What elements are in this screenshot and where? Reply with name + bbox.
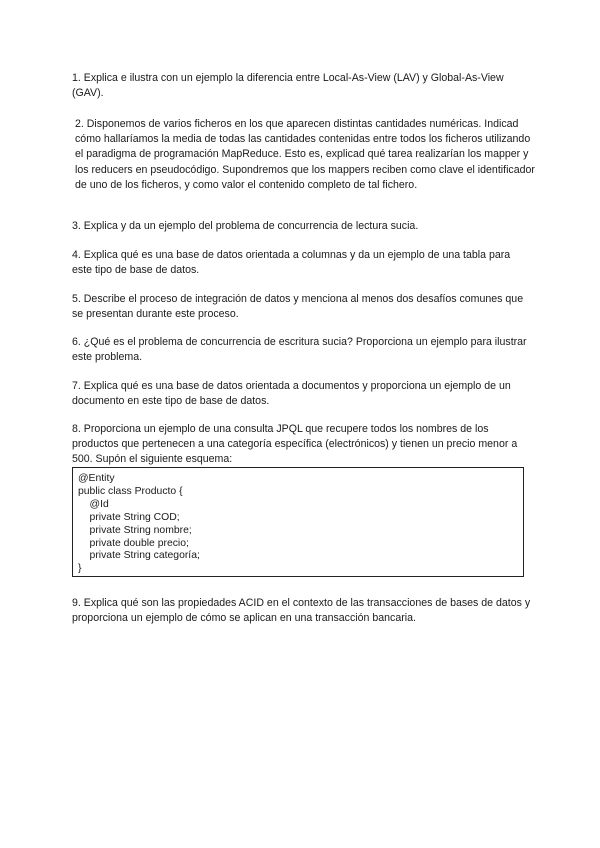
- question-7: 7. Explica qué es una base de datos orientada a documentos y proporciona un ejemplo de un documento en este tipo de base de datos.: [72, 380, 511, 408]
- question-1: 1. Explica e ilustra con un ejemplo la diferencia entre Local-As-View (LAV) y Global-As-View (GAV).: [72, 72, 504, 100]
- code-line: @Id: [78, 498, 109, 510]
- code-line: @Entity: [78, 473, 115, 484]
- question-6: 6. ¿Qué es el problema de concurrencia de escritura sucia? Proporciona un ejemplo para ilustrar este problema.: [72, 336, 527, 364]
- question-2: 2. Disponemos de varios ficheros en los que aparecen distintas cantidades numéricas. Indicad cómo hallaríamos la media de todas las cantidades contenidas entre todos los ficheros utilizando el paradigma de programación MapReduce. Esto es, explicad qué tarea realizarían los mapper y los reducers en pseudocódigo. Supondremos que los mappers reciben como clave el identificador de uno de los ficheros, y como valor el contenido completo de tal fichero.: [75, 118, 535, 191]
- question-8: 8. Proporciona un ejemplo de una consulta JPQL que recupere todos los nombres de los productos que pertenecen a una categoría específica (electrónicos) y tienen un precio menor a 500. Supón el siguiente esquema:: [72, 423, 518, 466]
- question-4: 4. Explica qué es una base de datos orientada a columnas y da un ejemplo de una tabla para este tipo de base de datos.: [72, 249, 511, 277]
- code-line: private String nombre;: [78, 524, 192, 536]
- question-9: 9. Explica qué son las propiedades ACID en el contexto de las transacciones de bases de datos y proporciona un ejemplo de cómo se aplican en una transacción bancaria.: [72, 597, 531, 625]
- code-schema-box: [72, 467, 524, 577]
- question-3: 3. Explica y da un ejemplo del problema de concurrencia de lectura sucia.: [72, 220, 419, 232]
- code-line: private String COD;: [78, 511, 180, 523]
- code-line: private String categoría;: [78, 550, 200, 562]
- code-line: }: [78, 563, 82, 575]
- code-line: private double precio;: [78, 537, 189, 549]
- question-5: 5. Describe el proceso de integración de datos y menciona al menos dos desafíos comunes que se presentan durante este proceso.: [72, 293, 524, 321]
- code-line: public class Producto {: [78, 485, 183, 497]
